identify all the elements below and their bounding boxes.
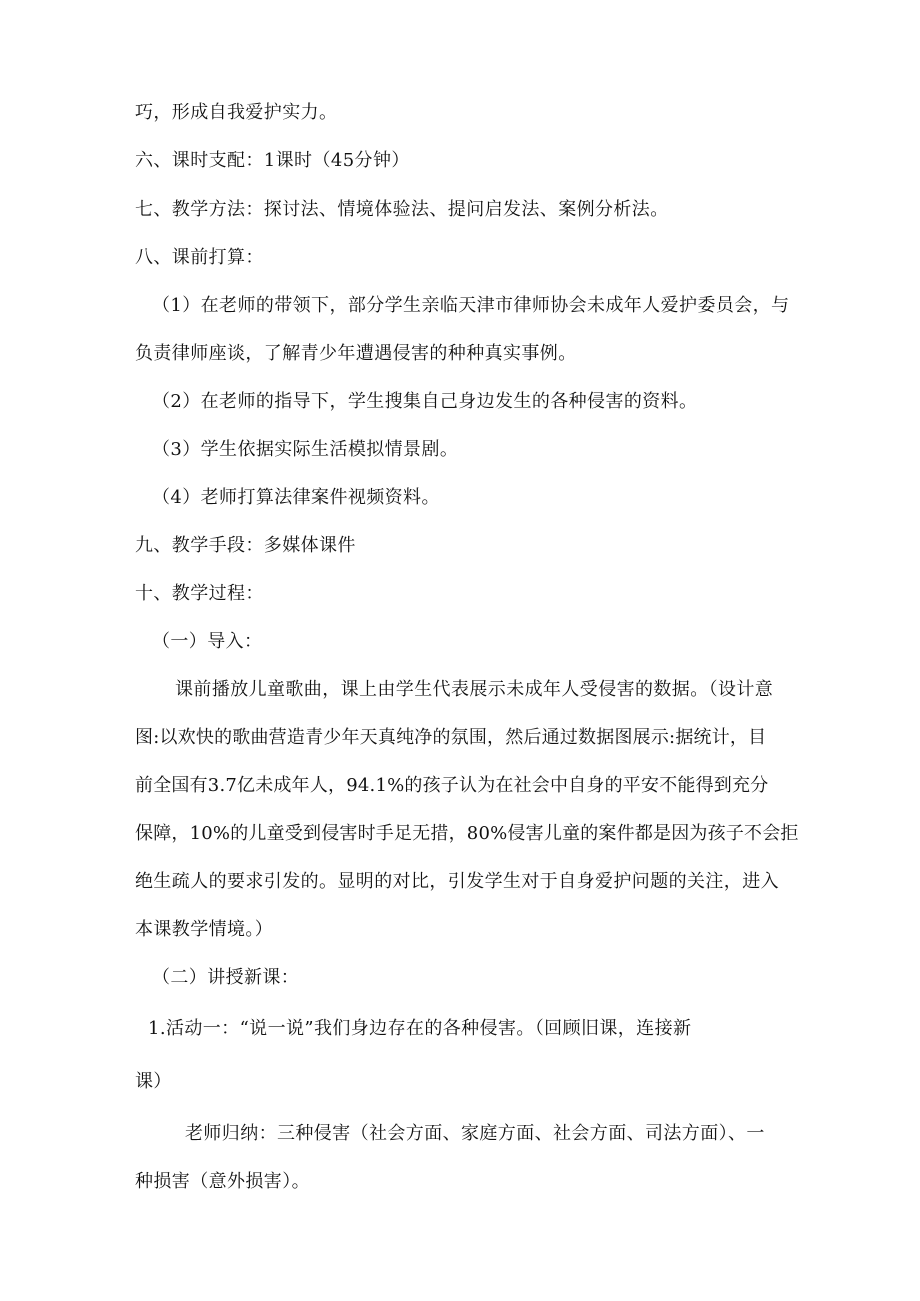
- text-line-5: （1）在老师的带领下，部分学生亲临天津市律师协会未成年人爱护委员会，与: [152, 295, 790, 316]
- text-line-7: （2）在老师的指导下，学生搜集自己身边发生的各种侵害的资料。: [152, 391, 698, 412]
- text-line-2: 六、课时支配：1课时（45分钟）: [135, 150, 410, 171]
- text-line-16: 保障，10%的儿童受到侵害时手足无措，80%侵害儿童的案件都是因为孩子不会拒: [135, 823, 799, 844]
- text-line-21: 课）: [135, 1071, 172, 1092]
- text-line-18: 本课教学情境。）: [135, 919, 274, 940]
- text-line-13: 课前播放儿童歌曲，课上由学生代表展示未成年人受侵害的数据。（设计意: [175, 679, 774, 700]
- text-line-20: 1.活动一：“说一说”我们身边存在的各种侵害。（回顾旧课，连接新: [148, 1018, 692, 1039]
- text-line-6: 负责律师座谈，了解青少年遭遇侵害的种种真实事例。: [135, 343, 577, 364]
- text-line-12: （一）导入：: [152, 631, 263, 652]
- text-line-19: （二）讲授新课：: [152, 967, 300, 988]
- text-line-1: 巧，形成自我爱护实力。: [135, 102, 338, 123]
- text-line-10: 九、教学手段：多媒体课件: [135, 535, 356, 556]
- text-line-23: 种损害（意外损害）。: [135, 1171, 310, 1192]
- text-line-22: 老师归纳：三种侵害（社会方面、家庭方面、社会方面、司法方面）、一: [185, 1123, 765, 1144]
- text-line-4: 八、课前打算：: [135, 247, 264, 268]
- text-line-15: 前全国有3.7亿未成年人，94.1%的孩子认为在社会中自身的平安不能得到充分: [135, 775, 769, 796]
- text-line-8: （3）学生依据实际生活模拟情景剧。: [152, 439, 459, 460]
- text-line-11: 十、教学过程：: [135, 583, 264, 604]
- text-line-14: 图:以欢快的歌曲营造青少年天真纯净的氛围，然后通过数据图展示:据统计，目: [135, 727, 767, 748]
- text-line-3: 七、教学方法：探讨法、情境体验法、提问启发法、案例分析法。: [135, 199, 669, 220]
- text-line-9: （4）老师打算法律案件视频资料。: [152, 487, 440, 508]
- text-line-17: 绝生疏人的要求引发的。显明的对比，引发学生对于自身爱护问题的关注，进入: [135, 871, 779, 892]
